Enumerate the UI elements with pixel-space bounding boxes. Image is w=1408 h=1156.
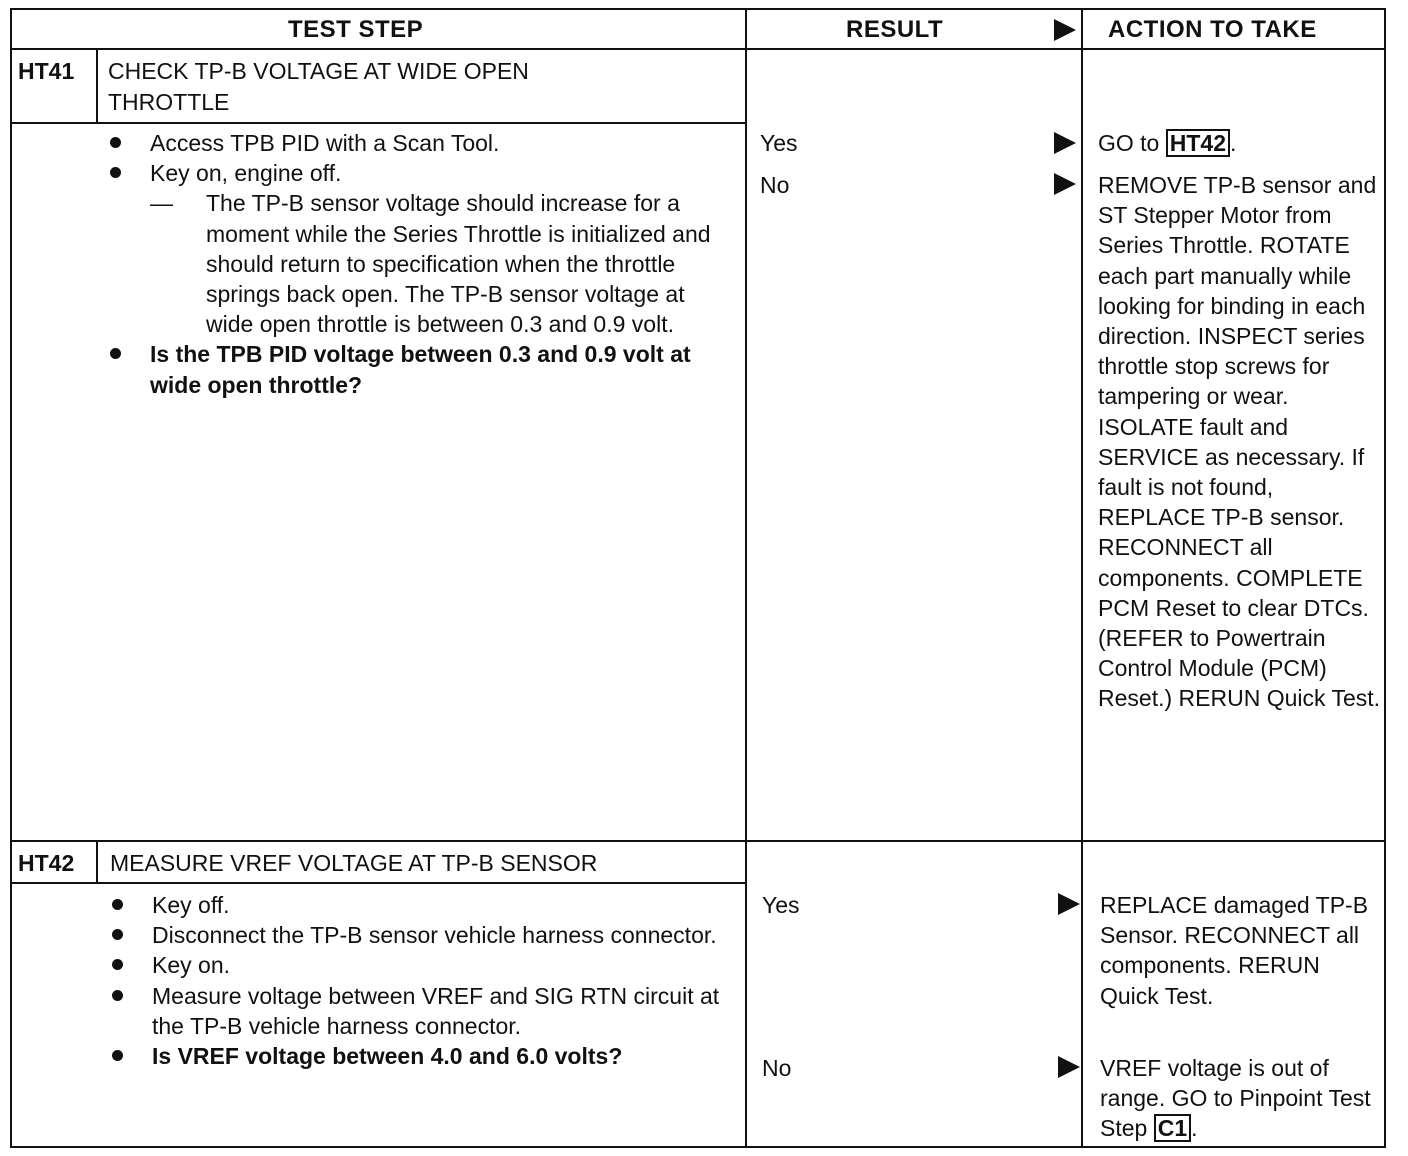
ht41-yes-arrow-icon: [1054, 132, 1076, 154]
column-divider-action: [1081, 10, 1083, 1146]
c1-reference[interactable]: C1: [1154, 1114, 1191, 1142]
ht42-result-no: No: [762, 1055, 792, 1081]
ht41-action-yes: GO to HT42 .: [1098, 130, 1237, 156]
ht42-question: Is VREF voltage between 4.0 and 6.0 volts?: [112, 1041, 722, 1071]
bullet-icon: [112, 929, 123, 940]
ht42-steps: [112, 890, 722, 1071]
header-test-step: TEST STEP: [288, 16, 424, 43]
ht41-result-no: No: [760, 172, 790, 198]
header-action: ACTION TO TAKE: [1108, 16, 1317, 43]
ht42-title: MEASURE VREF VOLTAGE AT TP-B SENSOR: [110, 850, 598, 876]
ht42-title-underline: [12, 882, 747, 884]
ht41-title-underline: [12, 122, 747, 124]
test-step-table: [10, 8, 1386, 1148]
ht41-code: HT41: [18, 58, 75, 84]
ht41-sub-step: — The TP-B sensor voltage should increase for a moment while the Series Throttle is initialized and should return to specification when the throttle springs back open. The TP-B sensor voltage at wide open throttle is between 0.3 and 0.9 volt.: [150, 190, 711, 338]
bullet-icon: [112, 899, 123, 910]
bullet-icon: [112, 1050, 123, 1061]
section-divider: [12, 840, 1384, 842]
ht42-step-3: Key on.: [112, 950, 722, 980]
dash-icon: —: [150, 190, 173, 217]
ht41-step-2: Key on, engine off. — The TP-B sensor voltage should increase for a moment while the Series Throttle is initialized and should return to specification when the throttle springs back open. The TP-B sensor voltage at wide open throttle is between 0.3 and 0.9 volt.: [110, 158, 720, 339]
ht41-step-1: Access TPB PID with a Scan Tool.: [110, 128, 720, 158]
bullet-icon: [110, 137, 121, 148]
ht41-action-no: REMOVE TP-B sensor and ST Stepper Motor from Series Throttle. ROTATE each part manually while looking for binding in each direction. INSPECT series throttle stop screws for tampering or wear. ISOLATE fault and SERVICE as necessary. If fault is not found, REPLACE TP-B sensor. RECONNECT all components. COMPLETE PCM Reset to clear DTCs. (REFER to Powertrain Control Module (PCM) Reset.) RERUN Quick Test.: [1098, 172, 1381, 712]
ht42-step-4: Measure voltage between VREF and SIG RTN circuit at the TP-B vehicle harness connector.: [112, 981, 722, 1041]
ht42-code-divider: [96, 842, 98, 884]
column-divider-result: [745, 10, 747, 1146]
ht41-steps: [110, 128, 720, 400]
header-result: RESULT: [846, 16, 944, 43]
ht42-reference[interactable]: HT42: [1166, 129, 1230, 157]
ht41-title: CHECK TP-B VOLTAGE AT WIDE OPEN THROTTLE: [108, 58, 529, 115]
header-arrow-icon: [1054, 19, 1076, 41]
ht41-code-divider: [96, 50, 98, 124]
ht42-step-2: Disconnect the TP-B sensor vehicle harness connector.: [112, 920, 722, 950]
ht42-action-no: VREF voltage is out of range. GO to Pinpoint Test Step C1 .: [1100, 1055, 1371, 1142]
ht41-question: Is the TPB PID voltage between 0.3 and 0.9 volt at wide open throttle?: [110, 339, 720, 399]
ht42-yes-arrow-icon: [1058, 893, 1080, 915]
ht41-result-yes: Yes: [760, 130, 798, 156]
ht42-result-yes: Yes: [762, 892, 800, 918]
ht42-step-1: Key off.: [112, 890, 722, 920]
ht42-action-yes: REPLACE damaged TP-B Sensor. RECONNECT all components. RERUN Quick Test.: [1100, 892, 1369, 1009]
bullet-icon: [112, 959, 123, 970]
bullet-icon: [110, 348, 121, 359]
bullet-icon: [112, 990, 123, 1001]
ht42-no-arrow-icon: [1058, 1056, 1080, 1078]
ht41-no-arrow-icon: [1054, 173, 1076, 195]
ht42-code: HT42: [18, 850, 75, 876]
bullet-icon: [110, 167, 121, 178]
